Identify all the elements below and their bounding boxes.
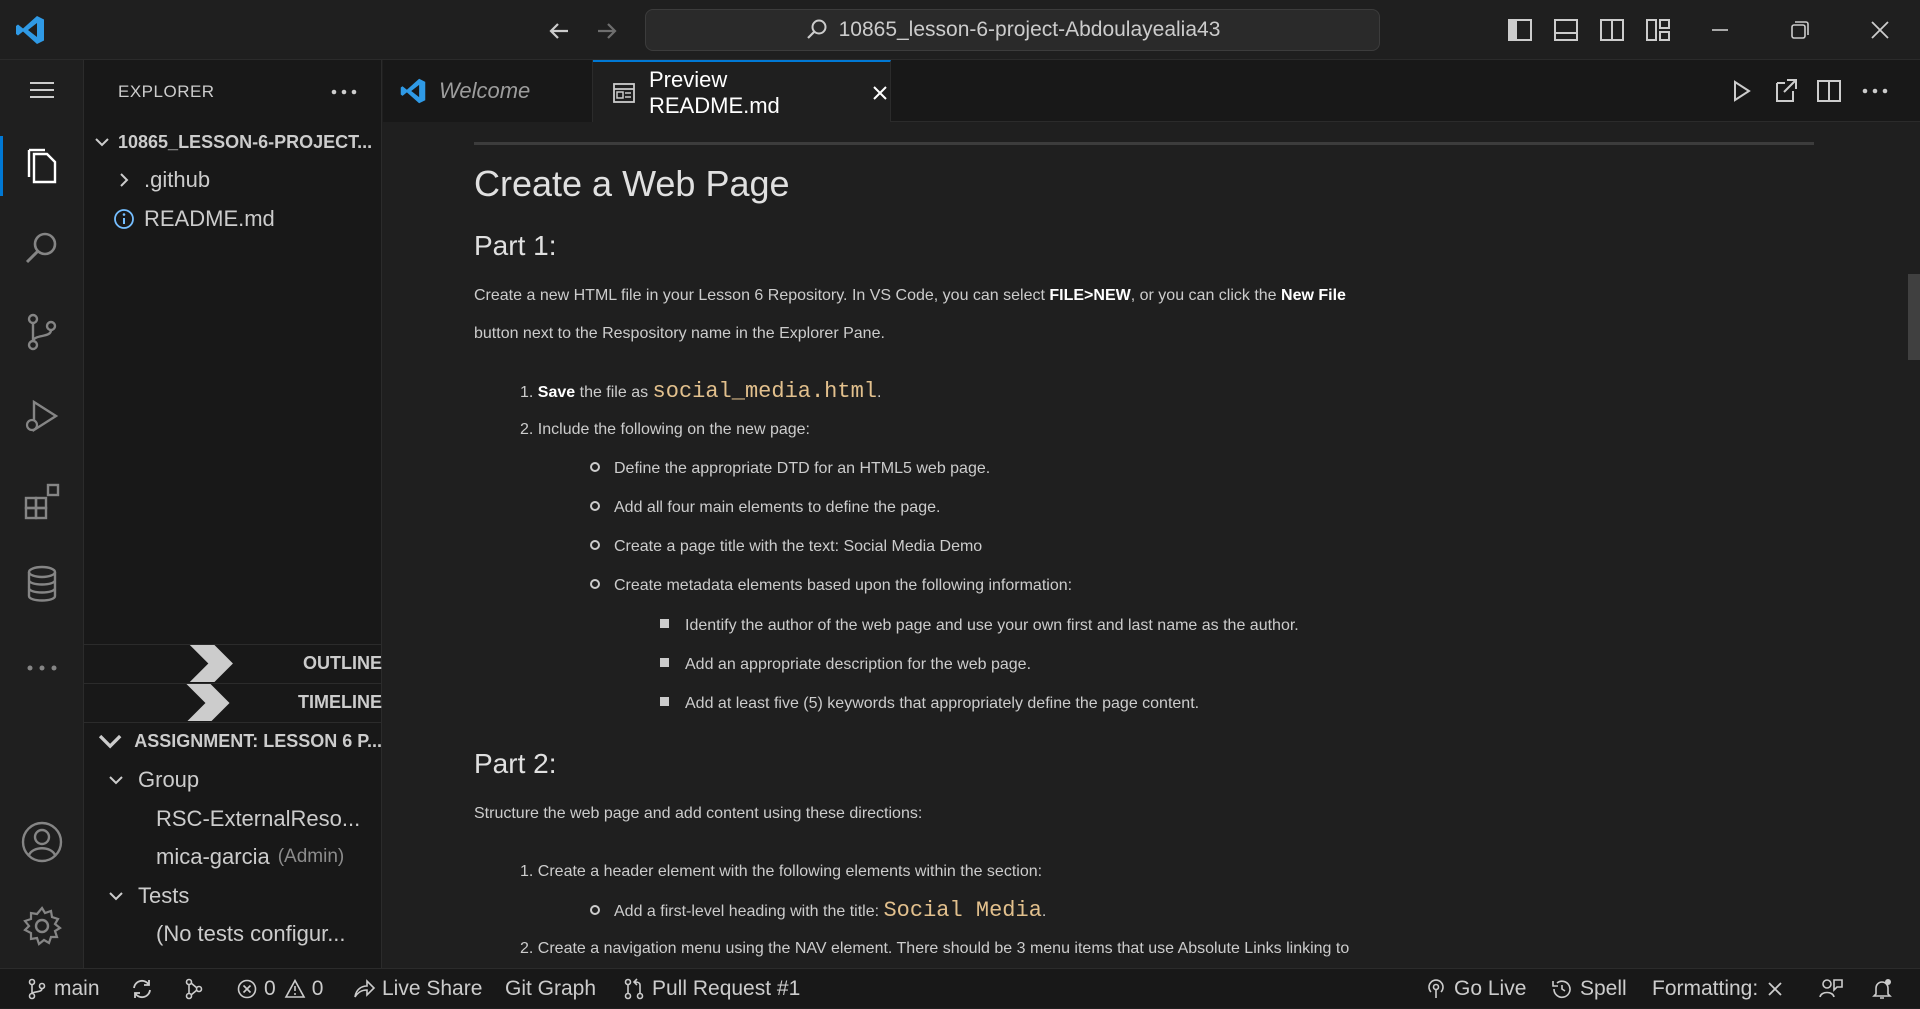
square-bullet [660, 697, 669, 706]
close-window-icon[interactable] [1860, 10, 1900, 50]
chevron-down-icon [104, 768, 128, 792]
paragraph-line [474, 278, 1346, 314]
settings-gear-icon[interactable] [0, 890, 84, 962]
list-text: Define the appropriate DTD for an HTML5 web page. [614, 460, 991, 477]
list-text: Add an appropriate description for the web page. [685, 656, 1032, 673]
chevron-down-icon [90, 130, 114, 154]
tab-preview-readme[interactable] [593, 60, 891, 123]
chevron-down-icon [90, 722, 130, 760]
list-text: Add at least five (5) keywords that appropriately define the page content. [685, 695, 1200, 712]
split-editor-icon[interactable] [1813, 75, 1845, 107]
go-live-status[interactable] [1424, 969, 1526, 1009]
warning-count: 0 [311, 977, 324, 1000]
customize-layout-icon[interactable] [1642, 14, 1674, 46]
live-share-status[interactable] [352, 969, 482, 1009]
tab-welcome[interactable] [383, 60, 593, 122]
vscode-logo-icon [14, 14, 46, 46]
paragraph-line: Structure the web page and add content using these directions: [474, 805, 923, 822]
list-text: Create metadata elements based upon the following information: [614, 577, 1073, 594]
bold-text: Save [537, 384, 576, 401]
spell-label: Spell [1580, 977, 1627, 1000]
tree-item-label: mica-garcia [156, 844, 270, 869]
circle-bullet [590, 501, 600, 511]
toggle-primary-sidebar-icon[interactable] [1504, 14, 1536, 46]
command-center-text: 10865_lesson-6-project-Abdoulayealia43 [838, 18, 1221, 41]
list-item [520, 374, 881, 411]
status-bar [0, 968, 1920, 1008]
list-text: Identify the author of the web page and use your own first and last name as the author. [685, 617, 1299, 634]
database-icon[interactable] [0, 548, 84, 620]
toggle-secondary-sidebar-icon[interactable] [1596, 14, 1628, 46]
list-text: . [1041, 903, 1047, 920]
preview-icon [611, 80, 637, 106]
activity-bar [0, 60, 84, 968]
search-icon[interactable] [0, 212, 84, 284]
list-item: 2. Include the following on the new page: [520, 421, 810, 438]
broadcast-icon [1424, 977, 1448, 1001]
part2-heading: Part 2: [474, 748, 557, 779]
vscode-logo-icon [399, 77, 427, 105]
restore-icon[interactable] [1780, 10, 1820, 50]
go-live-label: Go Live [1454, 977, 1527, 1000]
chevron-down-icon [104, 884, 128, 908]
pull-request-label: Pull Request #1 [652, 977, 801, 1000]
list-item [590, 893, 1046, 930]
back-arrow-icon[interactable] [544, 16, 574, 46]
formatting-label: Formatting: [1652, 977, 1759, 1000]
more-actions-icon[interactable] [326, 74, 362, 110]
bold-text: FILE>NEW [1049, 287, 1131, 304]
source-control-graph-icon[interactable] [182, 969, 212, 1009]
editor-tab-bar [383, 60, 1920, 122]
list-number: 1. [520, 384, 538, 401]
assignment-section-header[interactable] [84, 722, 382, 760]
paragraph-text: , or you can click the [1130, 287, 1282, 304]
spell-status[interactable] [1550, 969, 1627, 1009]
command-center-search[interactable] [645, 9, 1380, 51]
paragraph-text: Create a new HTML file in your Lesson 6 Repository. In VS Code, you can select [474, 287, 1050, 304]
more-views-icon[interactable] [0, 632, 84, 704]
close-tab-icon[interactable] [870, 83, 890, 103]
list-text: Add all four main elements to define the page. [614, 499, 941, 516]
source-control-icon[interactable] [0, 296, 84, 368]
history-icon [1550, 977, 1574, 1001]
explorer-sidebar [84, 60, 382, 968]
repo-folder[interactable] [84, 123, 382, 161]
explorer-files-icon[interactable] [0, 130, 84, 202]
branch-status[interactable] [26, 969, 100, 1009]
tree-item-label: .github [144, 167, 211, 192]
sync-icon[interactable] [130, 969, 160, 1009]
tab-label: Welcome [439, 78, 531, 103]
pull-request-status[interactable] [622, 969, 800, 1009]
chevron-right-icon [90, 683, 294, 721]
tree-item-label: (No tests configur... [156, 921, 346, 946]
forward-arrow-icon[interactable] [592, 16, 622, 46]
menu-hamburger-icon[interactable] [0, 60, 84, 120]
info-icon [112, 207, 136, 231]
error-count: 0 [264, 977, 276, 1000]
list-text: Create a page title with the text: Social Media Demo [614, 538, 983, 555]
tree-item-label: RSC-ExternalReso... [156, 806, 361, 831]
markdown-preview [383, 122, 1920, 968]
formatting-status[interactable] [1652, 969, 1790, 1009]
list-text: . [876, 384, 882, 401]
square-bullet [660, 658, 669, 667]
live-share-label: Live Share [382, 977, 483, 1000]
inline-code: social_media.html [652, 379, 877, 404]
minimize-icon[interactable] [1700, 10, 1740, 50]
list-item [590, 451, 990, 487]
pull-request-icon [622, 977, 646, 1001]
list-text: Add a first-level heading with the title: [614, 903, 884, 920]
title-bar [0, 0, 1920, 60]
part1-heading: Part 1: [474, 230, 557, 261]
admin-tag: (Admin) [277, 846, 345, 867]
list-item [590, 490, 940, 526]
doc-heading: Create a Web Page [474, 163, 790, 204]
tab-label: Preview README.md [649, 66, 780, 118]
tree-item-tests[interactable] [84, 877, 382, 915]
tree-item-external-resources[interactable] [84, 800, 382, 838]
list-item [590, 529, 982, 565]
inline-code: Social Media [883, 898, 1042, 923]
tree-item-readme[interactable] [84, 200, 382, 238]
square-bullet [660, 619, 669, 628]
outline-section-header[interactable] [84, 644, 382, 682]
circle-bullet [590, 905, 600, 915]
repo-folder-label: 10865_LESSON-6-PROJECT... [118, 131, 373, 152]
git-graph-label: Git Graph [505, 977, 597, 1000]
open-source-icon[interactable] [1769, 75, 1801, 107]
list-item: 2. Create a navigation menu using the NAV element. There should be 3 menu items that use Absolute Links linking to [520, 940, 1350, 957]
list-item [590, 568, 1072, 604]
circle-bullet [590, 540, 600, 550]
circle-bullet [590, 462, 600, 472]
warning-icon [284, 978, 306, 1000]
more-actions-icon[interactable] [1859, 75, 1891, 107]
live-share-icon [352, 977, 376, 1001]
git-graph-status[interactable] [505, 969, 596, 1009]
chevron-right-icon [90, 644, 299, 682]
group-label: Group [138, 767, 200, 792]
tree-item-group[interactable] [84, 761, 382, 799]
toggle-panel-icon[interactable] [1550, 14, 1582, 46]
accounts-icon[interactable] [0, 806, 84, 878]
extensions-icon[interactable] [0, 464, 84, 536]
run-debug-icon[interactable] [0, 380, 84, 452]
paragraph-line: button next to the Respository name in the Explorer Pane. [474, 325, 885, 342]
git-branch-icon [26, 978, 48, 1000]
list-item [660, 647, 1031, 683]
accounts-feedback-icon[interactable] [1818, 969, 1850, 1009]
run-icon[interactable] [1725, 75, 1757, 107]
circle-bullet [590, 579, 600, 589]
list-item: 1. Create a header element with the following elements within the section: [520, 863, 1043, 880]
chevron-right-icon [112, 168, 136, 192]
timeline-section-header[interactable] [84, 683, 382, 721]
tree-item-user[interactable] [84, 838, 382, 876]
outline-label: OUTLINE [303, 653, 382, 673]
scrollbar-thumb[interactable] [1908, 274, 1920, 360]
branch-label: main [54, 977, 100, 1000]
tree-item-no-tests[interactable] [84, 915, 382, 953]
horizontal-rule [474, 142, 1814, 145]
tree-item-github[interactable] [84, 161, 382, 199]
tree-item-label: README.md [144, 206, 275, 231]
list-item [660, 608, 1299, 644]
list-item [660, 686, 1199, 722]
assignment-label: ASSIGNMENT: LESSON 6 P... [134, 731, 382, 751]
search-icon [805, 18, 829, 42]
bold-text: New File [1281, 287, 1346, 304]
tests-label: Tests [138, 883, 190, 908]
close-icon [1766, 980, 1784, 998]
notifications-bell-icon[interactable] [1870, 969, 1900, 1009]
list-text: the file as [575, 384, 653, 401]
problems-status[interactable] [236, 969, 323, 1009]
sidebar-title: EXPLORER [118, 82, 215, 101]
error-icon [236, 978, 258, 1000]
timeline-label: TIMELINE [298, 692, 382, 712]
